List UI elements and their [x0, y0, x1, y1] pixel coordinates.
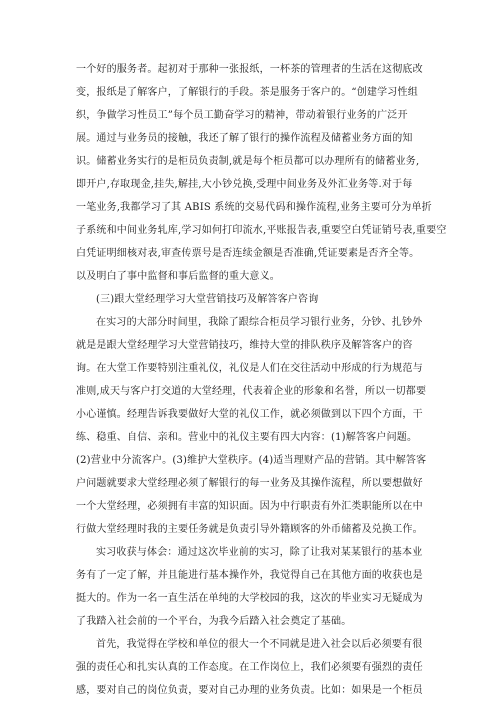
text-line: 小心谨慎。经理告诉我要做好大堂的礼仪工作，就必须做到以下四个方面，干	[76, 409, 423, 420]
heading-line: (三)跟大堂经理学习大堂营销技巧及解答客户咨询	[96, 294, 319, 305]
text-line: 练、稳重、自信、亲和。营业中的礼仪主要有四大内容：(1)解答客户问题。	[76, 432, 418, 443]
text-line: 一个好的服务者。起初对于那种一张报纸，一杯茶的管理者的生活在这彻底改	[76, 64, 423, 75]
paragraph-responsibility	[76, 633, 422, 702]
text-line: 一笔业务,我都学习了其 ABIS 系统的交易代码和操作流程,业务主要可分为单折	[76, 202, 432, 213]
text-line: 准则,成天与客户打交道的大堂经理，代表着企业的形象和名誉，所以一切都要	[76, 386, 427, 397]
text-line: 就是是跟大堂经理学习大堂营销技巧，维持大堂的排队秩序及解答客户的咨	[76, 340, 413, 351]
text-line: 以及明白了事中监督和事后监督的重大意义。	[76, 271, 280, 282]
text-line: 变，报纸是了解客户，了解银行的手段。茶是服务于客户的。“创建学习性组	[76, 87, 418, 98]
text-line: 在实习的大部分时间里，我除了跟综合柜员学习银行业务，分钞、扎钞外	[96, 317, 423, 328]
text-line: 展。通过与业务员的接触，我还了解了银行的操作流程及储蓄业务方面的知	[76, 133, 413, 144]
text-line: 务有了一定了解，并且能进行基本操作外，我觉得自己在其他方面的收获也是	[76, 570, 423, 581]
text-line: 识。储蓄业务实行的是柜员负责制,就是每个柜员都可以办理所有的储蓄业务,	[76, 156, 420, 167]
text-line: 即开户,存取现金,挂失,解挂,大小钞兑换,受理中间业务及外汇业务等.对于每	[76, 179, 413, 190]
text-line: 织，争做学习性员工”每个员工勤奋学习的精神，带动着银行业务的广泛开	[76, 110, 408, 121]
text-line: 实习收获与体会：通过这次毕业前的实习，除了让我对某某银行的基本业	[96, 547, 423, 558]
paragraph-internship-gains	[76, 541, 422, 633]
text-line: 强的责任心和扎实认真的工作态度。在工作岗位上，我们必须要有强烈的责任	[76, 662, 423, 673]
text-line: 子系统和中间业务轧库,学习如何打印流水,平账报告表,重要空白凭证销号表,重要空	[76, 225, 447, 236]
text-line: 挺大的。作为一名一直生活在单纯的大学校园的我，这次的毕业实习无疑成为	[76, 593, 423, 604]
text-line: 询。在大堂工作要特别注重礼仪，礼仪是人们在交往活动中形成的行为规范与	[76, 363, 423, 374]
section-heading	[76, 288, 422, 311]
text-line: 白凭证明细核对表,审查传票号是否连续金额是否准确,凭证要素是否齐全等。	[76, 248, 420, 259]
text-line: 了我踏入社会前的一个平台，为我今后踏入社会奠定了基础。	[76, 616, 352, 627]
text-line: 感，要对自己的岗位负责，要对自己办理的业务负责。比如：如果是一个柜员	[76, 685, 423, 696]
text-line: 户问题就要求大堂经理必须了解银行的每一业务及其操作流程，所以要想做好	[76, 478, 423, 489]
paragraph-lobby-manager	[76, 311, 427, 541]
text-line: 行做大堂经理时我的主要任务就是负责引导外籍顾客的外币储蓄及兑换工作。	[76, 524, 423, 535]
paragraph-banking-operations	[76, 58, 447, 288]
text-line: 一个大堂经理，必须拥有丰富的知识面。因为中行职责有外汇类职能所以在中	[76, 501, 423, 512]
text-line: (2)营业中分流客户。(3)维护大堂秩序。(4)适当理财产品的营销。其中解答客	[76, 455, 427, 466]
text-line: 首先，我觉得在学校和单位的很大一个不同就是进入社会以后必须要有很	[96, 639, 423, 650]
